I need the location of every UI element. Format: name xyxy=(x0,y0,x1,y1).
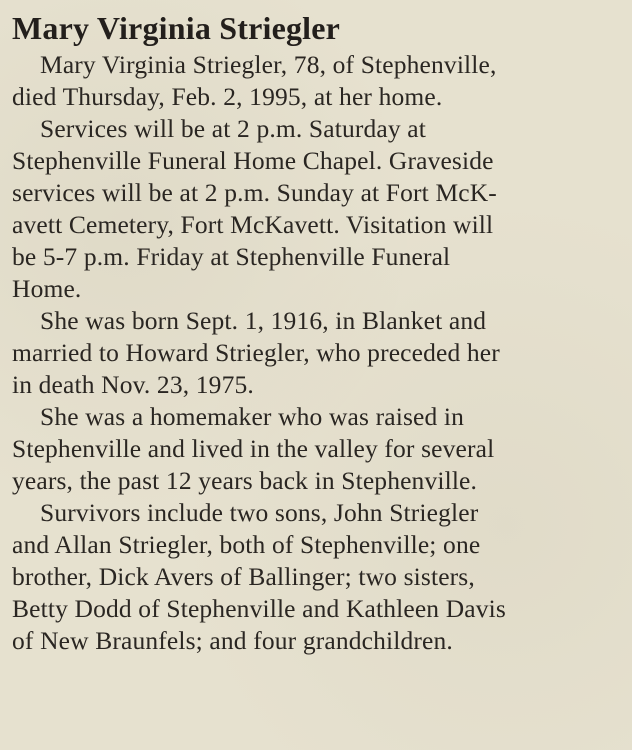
text-line: She was a homemaker who was raised in xyxy=(40,402,465,431)
paragraph-death-notice xyxy=(12,49,622,113)
text-line: married to Howard Striegler, who preceded her xyxy=(12,338,500,367)
text-line: services will be at 2 p.m. Sunday at Fort McK- xyxy=(12,178,497,207)
text-line: Mary Virginia Striegler, 78, of Stephenville, xyxy=(40,50,497,79)
text-line: years, the past 12 years back in Stephenville. xyxy=(12,466,478,495)
text-line: Services will be at 2 p.m. Saturday at xyxy=(40,114,426,143)
text-line: be 5-7 p.m. Friday at Stephenville Funeral xyxy=(12,242,451,271)
text-line: brother, Dick Avers of Ballinger; two sisters, xyxy=(12,562,475,591)
text-line: in death Nov. 23, 1975. xyxy=(12,370,254,399)
text-line: of New Braunfels; and four grandchildren. xyxy=(12,626,453,655)
text-line: Betty Dodd of Stephenville and Kathleen Davis xyxy=(12,594,506,623)
obituary-headline: Mary Virginia Striegler xyxy=(12,10,341,46)
text-line: and Allan Striegler, both of Stephenville; one xyxy=(12,530,481,559)
text-line: Home. xyxy=(12,274,82,303)
paragraph-birth xyxy=(12,305,622,401)
paragraph-life xyxy=(12,401,622,497)
text-line: Stephenville and lived in the valley for several xyxy=(12,434,495,463)
text-line: Survivors include two sons, John Striegler xyxy=(40,498,479,527)
text-line: avett Cemetery, Fort McKavett. Visitation will xyxy=(12,210,494,239)
text-line: She was born Sept. 1, 1916, in Blanket and xyxy=(40,306,487,335)
paragraph-survivors xyxy=(12,497,622,657)
text-line: died Thursday, Feb. 2, 1995, at her home. xyxy=(12,82,443,111)
paragraph-services xyxy=(12,113,622,305)
text-line: Stephenville Funeral Home Chapel. Graveside xyxy=(12,146,494,175)
